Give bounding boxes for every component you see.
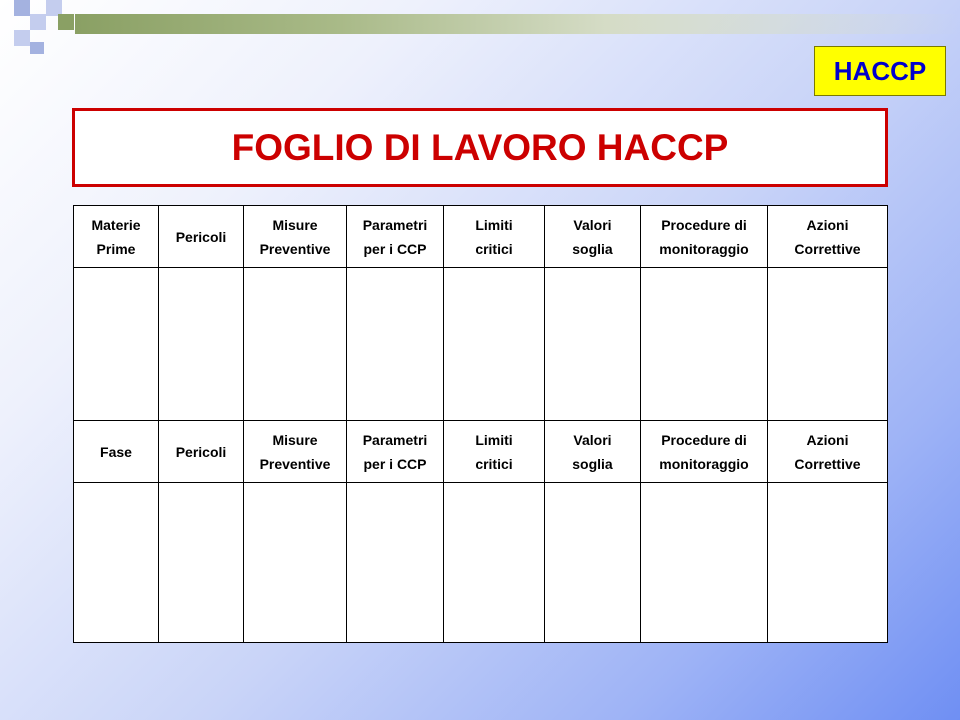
table-cell[interactable] [444, 268, 545, 421]
column-header-label: Prime [96, 240, 136, 257]
column-header-label: Valori [573, 431, 612, 448]
table-header-row [74, 421, 888, 483]
column-header [347, 421, 444, 483]
column-header-label: per i CCP [363, 455, 427, 472]
column-header [641, 421, 768, 483]
column-header [545, 206, 641, 268]
column-header-label: Preventive [259, 455, 331, 472]
table-header-row [74, 206, 888, 268]
column-header [444, 421, 545, 483]
column-header-label: Materie [91, 216, 141, 233]
column-header-label: monitoraggio [659, 455, 749, 472]
haccp-badge: HACCP [814, 46, 946, 96]
column-header [347, 206, 444, 268]
column-header-label: Parametri [362, 216, 428, 233]
table-cell[interactable] [74, 268, 159, 421]
table-cell[interactable] [641, 483, 768, 643]
corner-square-icon [30, 42, 44, 54]
table-cell[interactable] [641, 268, 768, 421]
column-header-label: soglia [572, 455, 613, 472]
decorative-header [0, 0, 960, 50]
column-header-label: per i CCP [363, 240, 427, 257]
corner-square-icon [14, 0, 30, 16]
corner-square-icon [14, 30, 30, 46]
column-header-label: critici [475, 455, 513, 472]
corner-square-icon [30, 14, 46, 30]
table-cell[interactable] [74, 483, 159, 643]
column-header-label: Azioni [806, 431, 849, 448]
column-header-label: Pericoli [175, 228, 227, 245]
haccp-worksheet-table [73, 205, 888, 643]
table-cell[interactable] [444, 483, 545, 643]
column-header-label: Misure [272, 431, 318, 448]
column-header [768, 206, 888, 268]
column-header-label: Pericoli [175, 443, 227, 460]
page-title: FOGLIO DI LAVORO HACCP [72, 108, 888, 187]
table-cell[interactable] [159, 268, 244, 421]
table-row [74, 268, 888, 421]
column-header-label: critici [475, 240, 513, 257]
table-cell[interactable] [545, 268, 641, 421]
table-cell[interactable] [347, 268, 444, 421]
column-header [244, 206, 347, 268]
table-cell[interactable] [768, 268, 888, 421]
corner-square-icon [58, 14, 74, 30]
column-header-label: Preventive [259, 240, 331, 257]
column-header [159, 206, 244, 268]
column-header [74, 421, 159, 483]
column-header-label: Correttive [794, 455, 861, 472]
table-row [74, 483, 888, 643]
column-header [159, 421, 244, 483]
column-header [768, 421, 888, 483]
column-header-label: Correttive [794, 240, 861, 257]
column-header [641, 206, 768, 268]
header-stripe [75, 14, 960, 34]
column-header-label: Azioni [806, 216, 849, 233]
table-cell[interactable] [347, 483, 444, 643]
column-header [545, 421, 641, 483]
column-header-label: monitoraggio [659, 240, 749, 257]
column-header-label: Procedure di [661, 216, 747, 233]
column-header-label: soglia [572, 240, 613, 257]
table-cell[interactable] [244, 483, 347, 643]
column-header-label: Limiti [475, 216, 513, 233]
column-header [444, 206, 545, 268]
column-header-label: Procedure di [661, 431, 747, 448]
column-header-label: Parametri [362, 431, 428, 448]
table-cell[interactable] [244, 268, 347, 421]
column-header-label: Valori [573, 216, 612, 233]
column-header-label: Fase [100, 443, 132, 460]
column-header [244, 421, 347, 483]
column-header-label: Misure [272, 216, 318, 233]
column-header-label: Limiti [475, 431, 513, 448]
table-cell[interactable] [159, 483, 244, 643]
table-cell[interactable] [768, 483, 888, 643]
column-header [74, 206, 159, 268]
table-cell[interactable] [545, 483, 641, 643]
